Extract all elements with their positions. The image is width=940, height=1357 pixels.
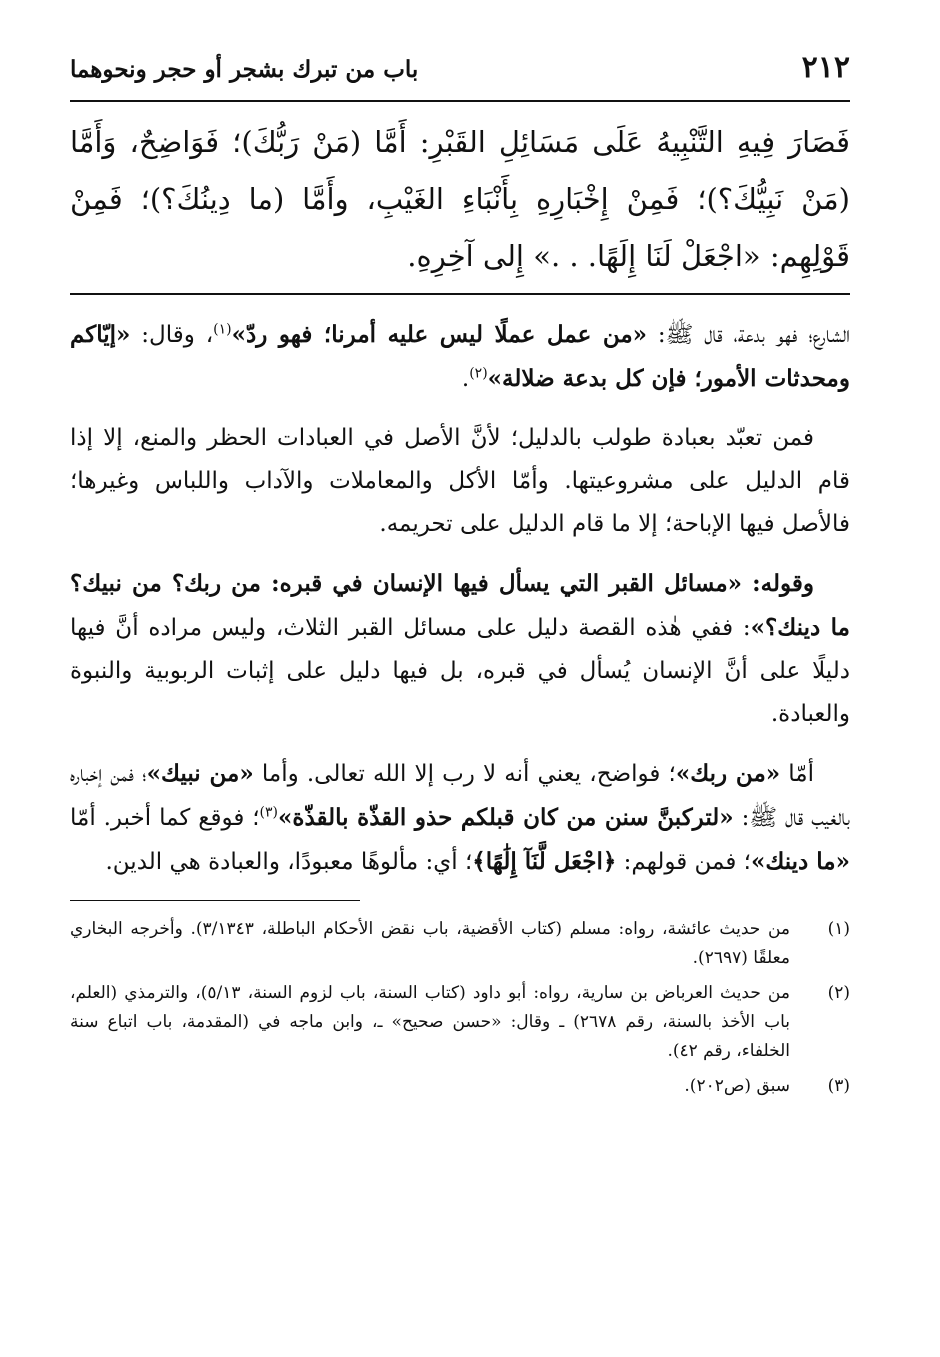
text-run: ؛ فواضح، يعني أنه لا رب إلا الله تعالى. وأما bbox=[253, 761, 676, 787]
quoted-phrase: «ما دينك» bbox=[750, 848, 850, 875]
footnote bbox=[70, 979, 850, 1066]
running-title: باب من تبرك بشجر أو حجر ونحوهما bbox=[70, 56, 419, 83]
book-page bbox=[70, 50, 850, 1330]
hadith-quote: «من عمل عملًا ليس عليه أمرنا؛ فهو ردّ» bbox=[231, 321, 648, 348]
text-run: . bbox=[461, 366, 470, 392]
commentary-paragraph-4 bbox=[70, 752, 850, 884]
footnotes bbox=[70, 915, 850, 1101]
footnote-number: (٣) bbox=[827, 1076, 850, 1096]
commentary-paragraph-3 bbox=[70, 562, 850, 736]
footnote-text: سبق (ص٢٠٢). bbox=[684, 1076, 790, 1096]
footnote-ref: (٢) bbox=[469, 365, 488, 382]
text-run: أمّا bbox=[780, 761, 814, 787]
matn-text: فَصَارَ فِيهِ التَّنْبِيهُ عَلَى مَسَائِلِ القَبْرِ: أَمَّا (مَنْ رَبُّكَ)؛ فَوَاضِحٌ، وَأَمَّا (مَنْ نَبِيُّكَ؟)؛ فَمِنْ إِخْبَارِهِ بِأَنْبَاءِ الغَيْبِ، وأَمَّا (ما دِينُكَ؟)؛ فَمِنْ قَوْلِهِم: «اجْعَلْ لَنَا إِلَهًا. . .» إِلى آخِرِهِ. bbox=[70, 125, 851, 273]
commentary-paragraph-2: فمن تعبّد بعبادة طولب بالدليل؛ لأنَّ الأصل في العبادات الحظر والمنع، إلا إذا قام الدليل على مشروعيتها. وأمّا الأكل والمعاملات والآداب واللباس وغيرها؛ فالأصل فيها الإباحة؛ إلا ما قام الدليل على تحريمه. bbox=[70, 425, 850, 537]
text-run: ؛ فمن إخباره بالغيب قال ﷺ: bbox=[70, 761, 850, 831]
hadith-quote: «لتركبنَّ سنن من كان قبلكم حذو القذّة بالقذّة» bbox=[278, 804, 734, 831]
footnote-number: (٢) bbox=[827, 983, 850, 1003]
footnote-text: من حديث عائشة، رواه: مسلم (كتاب الأقضية، باب نقض الأحكام الباطلة، ٣/١٣٤٣). وأخرجه البخاري معلقًا (٢٦٩٧). bbox=[70, 919, 791, 968]
commentary-paragraph-1 bbox=[70, 313, 850, 401]
footnote-number: (١) bbox=[827, 919, 850, 939]
text-run: : ففي هٰذه القصة دليل على مسائل القبر الثلاث، وليس مراده أنَّ فيها دليلًا على أنَّ الإنسان يُسأل في قبره، بل فيها دليل على إثبات الربوبية والنبوة والعبادة. bbox=[70, 615, 850, 727]
quoted-phrase: «من ربك» bbox=[675, 760, 781, 787]
text-run: ؛ أي: مألوهًا معبودًا، والعبادة هي الدين. bbox=[105, 849, 473, 875]
quoted-matn: وقوله: «مسائل القبر التي يسأل فيها الإنسان في قبره: من ربك؟ من نبيك؟ ما دينك؟» bbox=[70, 570, 851, 641]
quran-quote: ﴿اجْعَل لَّنَآ إِلَٰهًا﴾ bbox=[472, 848, 617, 875]
text-run: ؛ فمن قولهم: bbox=[616, 849, 751, 875]
commentary-section bbox=[70, 313, 850, 884]
footnote-ref: (١) bbox=[213, 321, 232, 338]
hadith-quote: «إيّاكم ومحدثات الأمور؛ فإن كل بدعة ضلالة» bbox=[70, 321, 850, 392]
footnote bbox=[70, 915, 850, 973]
text-run: ؛ فوقع كما أخبر. أمّا bbox=[70, 805, 260, 831]
text-run: الشارع؛ فهو بدعة، قال ﷺ: bbox=[647, 322, 850, 348]
page-header bbox=[70, 50, 850, 94]
matn-section bbox=[70, 114, 850, 285]
quoted-phrase: «من نبيك» bbox=[146, 760, 254, 787]
header-rule bbox=[70, 100, 850, 102]
footnote bbox=[70, 1072, 850, 1101]
footnote-text: من حديث العرباض بن سارية، رواه: أبو داود (كتاب السنة، باب لزوم السنة، ٥/١٣)، والترمذي (العلم، باب الأخذ بالسنة، رقم ٢٦٧٨) ـ وقال: «حسن صحيح» ـ، وابن ماجه في (المقدمة، باب اتباع سنة الخلفاء، رقم ٤٢). bbox=[70, 983, 790, 1061]
footnote-ref: (٣) bbox=[259, 804, 279, 821]
text-run: ، وقال: bbox=[130, 322, 214, 348]
matn-divider bbox=[70, 293, 850, 295]
footnote-rule bbox=[70, 900, 360, 901]
page-number: ٢١٢ bbox=[801, 50, 850, 85]
